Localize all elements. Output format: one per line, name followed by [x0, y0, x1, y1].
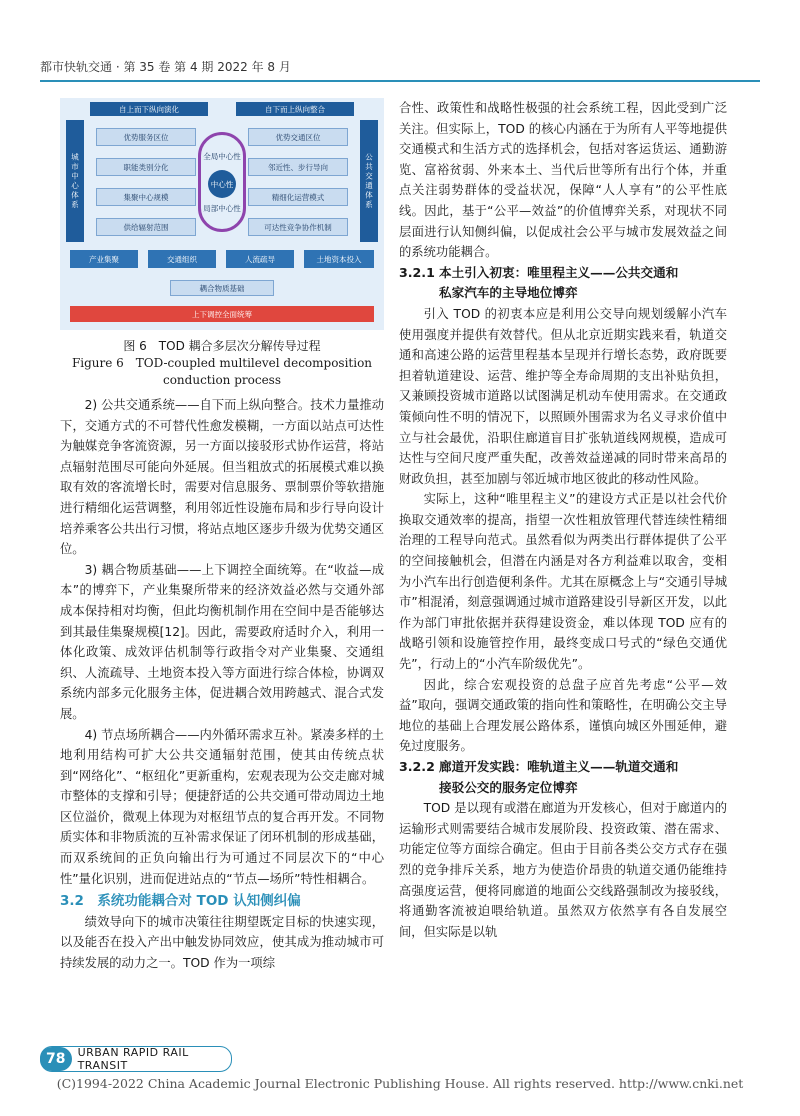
- figure-right-box-2: 邻近性、步行导向: [248, 158, 348, 176]
- copyright-line: (C)1994-2022 China Academic Journal Electronic Publishing House. All rights reserved. http://www.cnki.net: [56, 1076, 744, 1091]
- figure-right-side-label: 公共交通体系: [360, 120, 378, 242]
- figure-left-box-1: 优势服务区位: [96, 128, 196, 146]
- figure-control-bar: 上下调控全面统筹: [70, 306, 374, 322]
- figure-center-bottom: 局部中心性: [203, 203, 241, 213]
- figure-base: 耦合物质基础: [170, 280, 274, 296]
- section-3-2-2-title-line2: 接驳公交的服务定位博弈: [439, 779, 578, 795]
- figure-caption-cn: 图 6 TOD 耦合多层次分解传导过程: [123, 339, 321, 353]
- paragraph-node-place: 4) 节点场所耦合——内外循环需求互补。紧凑多样的土地利用结构可扩大公共交通辐射范围，使其由传统点状到“网络化”、“枢纽化”更新重构，宏观表现为公交走廊对城市整体的支撑和引导；便捷舒适的公共交通可带动周边土地区位溢价，微观上体现为对枢纽节点的复合再开发。不同物质实体和非物质流的互补需求保证了闭环机制的形成基础，而双系统间的正负向输出行为可通过不同层次下的“中心性”量化识别，进而促进站点的“节点—场所”特性相耦合。: [60, 727, 384, 886]
- section-3-2-1-title-line2: 私家汽车的主导地位博弈: [439, 285, 578, 301]
- journal-name-en: URBAN RAPID RAIL TRANSIT: [77, 1046, 189, 1072]
- running-header: 都市快轨交通 · 第 35 卷 第 4 期 2022 年 8 月: [40, 60, 291, 74]
- right-column: [399, 98, 727, 942]
- section-3-2-2-number: 3.2.2: [399, 759, 435, 774]
- figure-bottom-box-4: 土地资本投入: [304, 250, 374, 268]
- section-3-2-1-title-line1: 本土引入初衷：唯里程主义——公共交通和: [439, 264, 679, 280]
- paragraph-3-2: 绩效导向下的城市决策往往期望既定目标的快速实现，以及能否在投入产出中触发协同效应，使其成为推动城市可持续发展的动力之一。TOD 作为一项综: [60, 914, 384, 971]
- section-3-2-2-title-line1: 廊道开发实践：唯轨道主义——轨道交通和: [439, 759, 679, 774]
- paragraph-3-2-1-a: 引入 TOD 的初衷本应是利用公交导向规划缓解小汽车使用强度并提供有效替代。但从北京近期实践来看，轨道交通和高速公路的运营里程基本呈现并行增长态势，政府既要担着轨道建设、运营、维护等全寿命周期的支出补贴负担，又兼顾投资城市道路以试图满足机动车使用需求。在交通政策倾向性不明的情况下，以照顾外围需求为名义寻求价值中立与社会最优，沿职住廊道盲目扩张轨道线网规模，造成可达性与空间尺度严重失配，改善效益递减的同时带来高昂的财政负担，甚至加剧与邻近城市地区彼此的移动性风险。: [399, 306, 727, 486]
- figure-left-side-label: 城市中心体系: [66, 120, 84, 242]
- figure-left-box-4: 供给辐射范围: [96, 218, 196, 236]
- left-column: [60, 98, 384, 974]
- figure-center-core: 中心性: [208, 170, 236, 198]
- figure-bottom-box-2: 交通组织: [148, 250, 216, 268]
- figure-right-box-3: 精细化运营模式: [248, 188, 348, 206]
- section-3-2-heading: 3.2 系统功能耦合对 TOD 认知侧纠偏: [60, 893, 301, 910]
- section-3-2-1-number: 3.2.1: [399, 264, 435, 280]
- paragraph-right-intro: 合性、政策性和战略性极强的社会系统工程，因此受到广泛关注。但实际上，TOD 的核心内涵在于为所有人平等地提供交通模式和生活方式的选择机会，包括对客运货运、通勤游览、富裕贫弱、外来本土、当代后世等所有出行个体，并重点关注弱势群体的受益状况，保障“人人享有”的公平性底线。因此，基于“公平—效益”的价值博弈关系，对现状不同层面进行认知侧纠偏，以促成社会公平与城市发展效益之间的系统功能耦合。: [399, 101, 727, 260]
- figure-caption-en-2: conduction process: [162, 373, 281, 387]
- figure-center-top: 全局中心性: [203, 151, 241, 161]
- figure-left-box-2: 职能类别分化: [96, 158, 196, 176]
- page-footer: [40, 1046, 232, 1072]
- figure-left-title: 自上而下纵向演化: [90, 102, 208, 116]
- header-rule: [40, 80, 760, 82]
- figure-bottom-box-1: 产业集聚: [70, 250, 138, 268]
- paragraph-3-2-1-b: 实际上，这种“唯里程主义”的建设方式正是以社会代价换取交通效率的提高，指望一次性粗放管理代替连续性精细治理的工程导向范式。虽然看似为两类出行群体提供了公平的空间接触机会，但潜在内涵是对各方利益难以取舍，变相为小汽车出行创造便利条件。尤其在原概念上与“交通引导城市”相混淆，刻意强调通过城市道路建设引导新区开发，以此作为部门审批依据并获得建设资金，难以体现 TOD 应有的战略引领和设施管控作用，最终变成口号式的“绿色交通优先”，行动上的“小汽车阶级优先”。: [399, 492, 727, 672]
- section-3-2-2-heading: [399, 757, 727, 798]
- figure-caption-en-1: Figure 6 TOD-coupled multilevel decomposition: [71, 356, 373, 370]
- figure-left-box-3: 集聚中心规模: [96, 188, 196, 206]
- figure-right-title: 自下而上纵向整合: [236, 102, 354, 116]
- figure-6: [60, 98, 384, 330]
- page-number: 78: [40, 1047, 72, 1071]
- section-3-2-1-heading: [399, 263, 727, 304]
- paragraph-3-2-2: TOD 是以现有或潜在廊道为开发核心，但对于廊道内的运输形式则需要结合城市发展阶段、投资政策、潜在需求、功能定位等方面综合确定。但由于目前各类公交方式存在强烈的竞争排斥关系，地方为使造价昂贵的轨道交通仍能维持高强度运营，便将同廊道的地面公交线路强制改为接驳线，将通勤客流被迫喂给轨道。虽然双方依然享有各自发展空间，但实际是以轨: [399, 801, 727, 939]
- figure-right-box-1: 优势交通区位: [248, 128, 348, 146]
- paragraph-coupling-base: 3) 耦合物质基础——上下调控全面统筹。在“收益—成本”的博弈下，产业集聚所带来的经济效益必然与交通外部成本保持相对均衡，但此均衡机制作用在空间中是否能够达到其最佳集聚规模[12]。因此，需要政府适时介入，利用一体化政策、成效评估机制等行政指令对产业集聚、交通组织、人流疏导、土地资本投入等方面进行综合体检，协调双系统内部多元化服务主体，促进耦合效用跨越式、混合式发展。: [60, 562, 384, 721]
- figure-caption: [60, 338, 384, 389]
- figure-bottom-box-3: 人流疏导: [226, 250, 294, 268]
- paragraph-public-transit: 2) 公共交通系统——自下而上纵向整合。技术力量推动下，交通方式的不可替代性愈发模糊，一方面以站点可达性为触媒竞争客流资源，另一方面以接驳形式协作运营，将站点辐射范围尽可能向外延展。但当粗放式的拓展模式难以换取有效的客流增长时，需要对信息服务、票制票价等软措施进行精细化运营调整，利用邻近性设施布局和步行导向设计培养乘客公共出行习惯，将站点地区逐步升级为优势交通区位。: [60, 398, 384, 557]
- figure-right-box-4: 可达性竞争协作机制: [248, 218, 348, 236]
- paragraph-3-2-1-c: 因此，综合宏观投资的总盘子应首先考虑“公平—效益”取向，强调交通政策的指向性和策略性，在明确公交主导地位的基础上合理发展公路体系，谨慎向城区外围延伸，避免过度服务。: [399, 677, 727, 754]
